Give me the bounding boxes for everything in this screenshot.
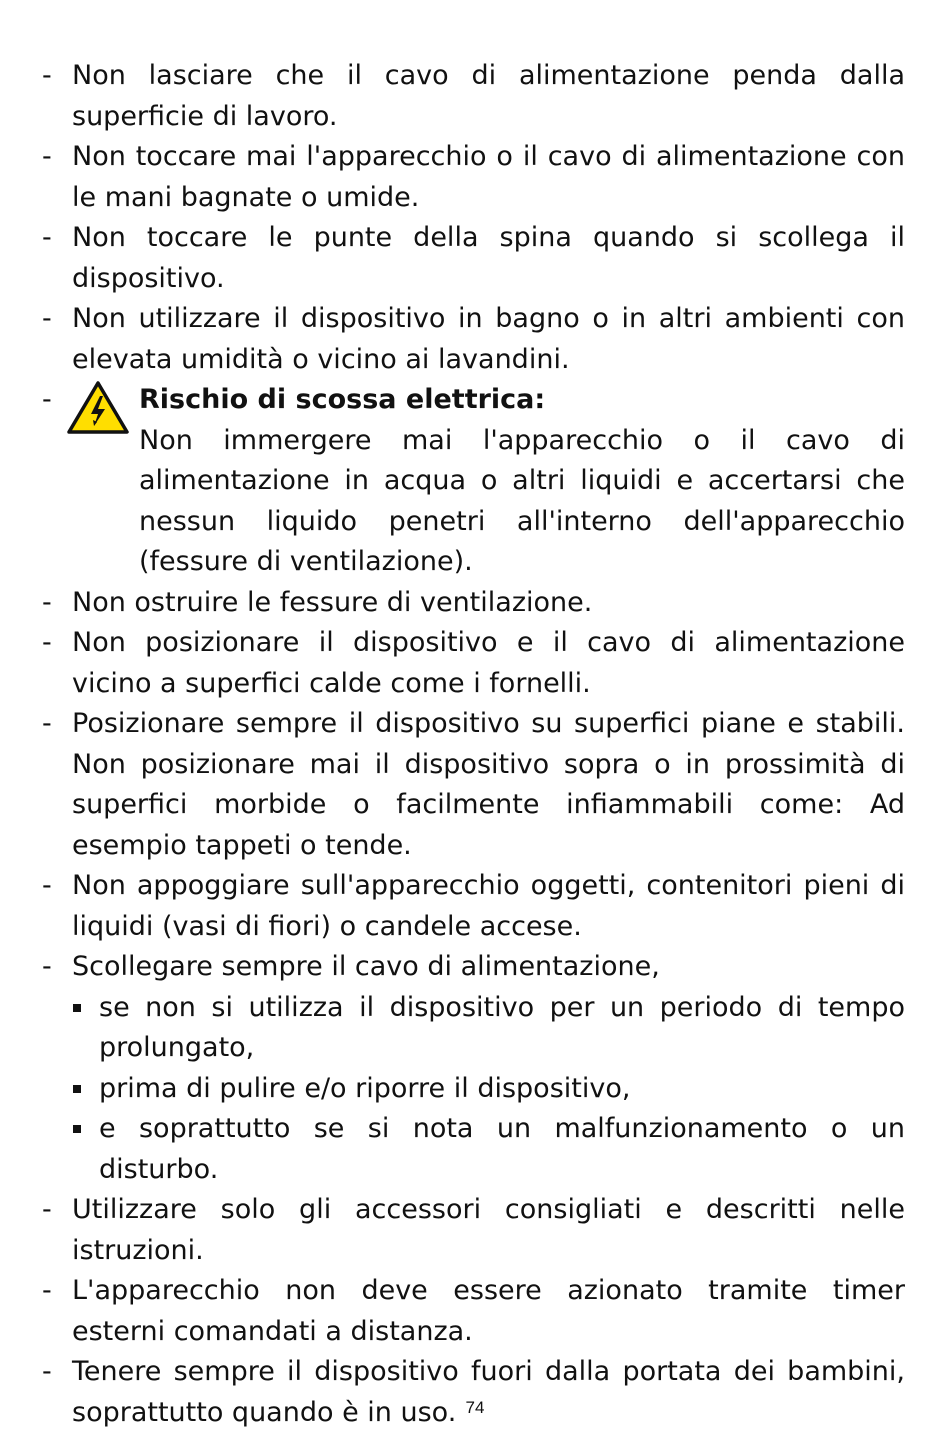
list-item-text: Non lasciare che il cavo di alimentazione penda dalla superficie di lavoro. (72, 60, 905, 132)
list-item (42, 299, 905, 380)
list-item (42, 137, 905, 218)
list-item-text: Scollegare sempre il cavo di alimentazione, (72, 951, 660, 982)
list-item-text: Non toccare mai l'apparecchio o il cavo di alimentazione con le mani bagnate o umide. (72, 141, 905, 213)
list-dash: - (42, 384, 52, 415)
safety-instructions-list (42, 56, 905, 1433)
list-item-text: L'apparecchio non deve essere azionato tramite timer esterni comandati a distanza. (72, 1275, 905, 1347)
list-dash: - (42, 708, 52, 739)
list-item (42, 704, 905, 866)
list-item (42, 583, 905, 624)
list-item (42, 1271, 905, 1352)
sub-list-item (42, 988, 905, 1069)
list-item-text: Non posizionare il dispositivo e il cavo di alimentazione vicino a superfici calde come i fornelli. (72, 627, 905, 699)
list-item (42, 947, 905, 988)
square-bullet-icon (73, 1085, 81, 1093)
electric-shock-warning-icon (66, 380, 130, 436)
list-dash: - (42, 1356, 52, 1387)
warning-text: Non immergere mai l'apparecchio o il cavo di alimentazione in acqua o altri liquidi e accertarsi che nessun liquido penetri all'interno dell'apparecchio (fessure di ventilazione). (139, 424, 905, 577)
warning-title: Rischio di scossa elettrica: (139, 384, 546, 415)
list-item (42, 1352, 905, 1433)
list-dash: - (42, 141, 52, 172)
list-dash: - (42, 870, 52, 901)
list-item (42, 866, 905, 947)
sub-list-item-text: se non si utilizza il dispositivo per un periodo di tempo prolungato, (99, 991, 905, 1063)
list-dash: - (42, 1194, 52, 1225)
list-dash: - (42, 1275, 52, 1306)
list-dash: - (42, 60, 52, 91)
list-item-text: Tenere sempre il dispositivo fuori dalla portata dei bambini, soprattutto quando è in uso. (72, 1356, 905, 1428)
list-dash: - (42, 303, 52, 334)
sub-list-item (42, 1069, 905, 1110)
list-dash: - (42, 222, 52, 253)
list-item-text: Utilizzare solo gli accessori consigliati e descritti nelle istruzioni. (72, 1194, 905, 1266)
list-dash: - (42, 951, 52, 982)
page-number: 74 (465, 1398, 485, 1417)
list-item (42, 1190, 905, 1271)
list-item (42, 218, 905, 299)
electric-shock-warning (42, 380, 905, 583)
square-bullet-icon (73, 1004, 81, 1012)
list-item (42, 56, 905, 137)
sub-list-item-text: prima di pulire e/o riporre il dispositivo, (99, 1072, 631, 1104)
disconnect-conditions-list (42, 988, 905, 1191)
list-item-text: Non toccare le punte della spina quando si scollega il dispositivo. (72, 222, 905, 294)
sub-list-item (42, 1109, 905, 1190)
list-item (42, 623, 905, 704)
list-item-text: Posizionare sempre il dispositivo su superfici piane e stabili. Non posizionare mai il dispositivo sopra o in prossimità di superfici morbide o facilmente infiammabili come: Ad esempio tappeti o tende. (72, 708, 905, 861)
list-dash: - (42, 627, 52, 658)
list-dash: - (42, 586, 52, 618)
list-item-text: Non ostruire le fessure di ventilazione. (72, 586, 593, 618)
list-item-text: Non utilizzare il dispositivo in bagno o in altri ambienti con elevata umidità o vicino ai lavandini. (72, 303, 905, 375)
list-item-text: Non appoggiare sull'apparecchio oggetti, contenitori pieni di liquidi (vasi di fiori) o candele accese. (72, 870, 905, 942)
square-bullet-icon (73, 1125, 81, 1133)
sub-list-item-text: e soprattutto se si nota un malfunzionamento o un disturbo. (99, 1113, 905, 1185)
